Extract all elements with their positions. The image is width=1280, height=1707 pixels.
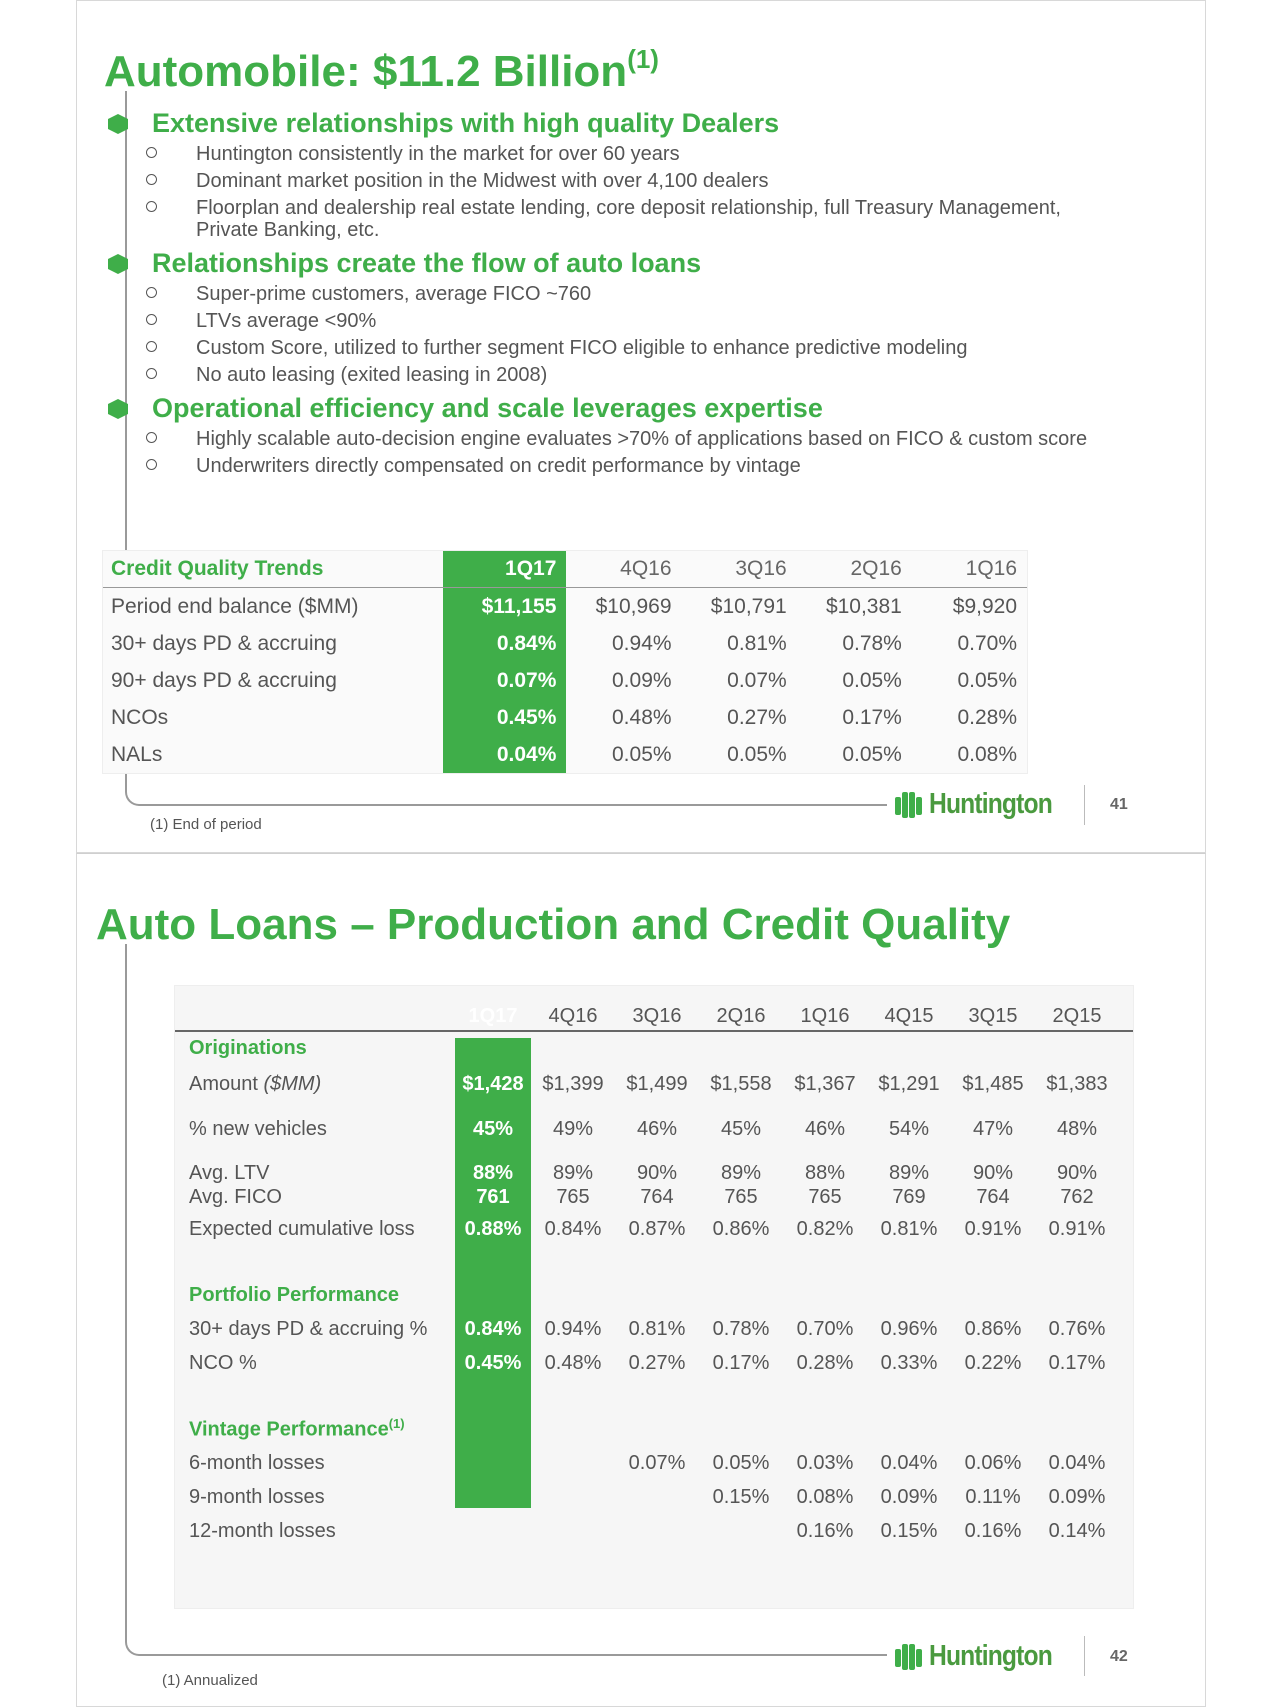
table-row — [103, 736, 1027, 773]
bullet-heading: Relationships create the flow of auto loans — [106, 246, 1106, 280]
section-heading — [175, 1034, 1133, 1062]
cell-value: 0.88% — [464, 1217, 522, 1240]
row-label-text: Amount — [189, 1072, 264, 1095]
circle-bullet-icon — [146, 147, 157, 158]
cell-value: 0.08% — [957, 742, 1018, 766]
cell-value: 762 — [1060, 1185, 1094, 1208]
table-row — [103, 662, 1027, 699]
cell-value: 49% — [552, 1117, 594, 1140]
circle-bullet-icon — [146, 459, 157, 470]
page-number: 42 — [1110, 1648, 1128, 1665]
sub-bullet — [106, 364, 1106, 386]
cell-value: 1Q17 — [468, 1004, 518, 1027]
cell-value: 54% — [888, 1117, 930, 1140]
cell-value: 0.28% — [796, 1351, 854, 1374]
logo-wordmark: Huntington — [929, 1640, 1052, 1672]
row-label-text: Avg. LTV — [189, 1161, 270, 1184]
cell-value: 0.05% — [727, 742, 787, 766]
credit-quality-table — [102, 550, 1028, 774]
cell-value: 90% — [636, 1161, 678, 1184]
cell-value: 0.17% — [712, 1351, 770, 1374]
row-label-text: NCO % — [189, 1351, 257, 1374]
row-label: 90+ days PD & accruing — [111, 668, 337, 692]
sub-bullet-text: Super-prime customers, average FICO ~760 — [196, 283, 592, 305]
sub-bullet — [106, 143, 1106, 165]
cell-value: $1,399 — [542, 1072, 604, 1095]
cell-value: 0.17% — [842, 705, 902, 729]
cell-value: 0.07% — [628, 1451, 686, 1474]
cell-value: 89% — [720, 1161, 762, 1184]
table-row — [175, 1517, 1133, 1545]
cell-value: 0.08% — [796, 1485, 854, 1508]
cell-value: 0.48% — [612, 705, 672, 729]
cell-value: 0.70% — [957, 631, 1018, 655]
row-label-text: Expected cumulative loss — [189, 1217, 415, 1240]
cell-value: 0.78% — [842, 631, 902, 655]
logo-wordmark: Huntington — [929, 788, 1052, 820]
row-label: Period end balance ($MM) — [111, 594, 359, 618]
sub-bullet-text: Underwriters directly compensated on credit performance by vintage — [196, 455, 801, 477]
circle-bullet-icon — [146, 201, 157, 212]
cell-value: 0.28% — [957, 705, 1018, 729]
cell-value: $1,485 — [962, 1072, 1024, 1095]
cell-value: 0.16% — [964, 1519, 1022, 1542]
cell-value: 0.09% — [612, 668, 672, 692]
cell-value: 2Q16 — [716, 1004, 766, 1027]
sub-bullet — [106, 170, 1106, 192]
footnote: (1) Annualized — [162, 1672, 258, 1689]
row-label-text: 12-month losses — [189, 1519, 336, 1542]
cell-value: 0.70% — [796, 1317, 854, 1340]
cell-value: 0.78% — [712, 1317, 770, 1340]
circle-bullet-icon — [146, 174, 157, 185]
cell-header: 1Q17 — [443, 551, 566, 587]
cell-value: 0.76% — [1048, 1317, 1106, 1340]
section-heading — [175, 1415, 1133, 1443]
cell-value: 0.91% — [1048, 1217, 1106, 1240]
cell-value: 46% — [804, 1117, 846, 1140]
cell-value: 0.09% — [1048, 1485, 1106, 1508]
sub-bullet-text: Huntington consistently in the market for over 60 years — [196, 143, 680, 165]
cell-value: $11,155 — [443, 588, 566, 625]
cell-value: $1,367 — [794, 1072, 856, 1095]
slide-title: Automobile: $11.2 Billion$^{(1)}$ — [104, 44, 659, 96]
auto-loans-table — [174, 985, 1134, 1609]
row-label-text: % new vehicles — [189, 1117, 327, 1140]
table-row — [103, 699, 1027, 736]
cell-value: 0.84% — [443, 625, 566, 662]
circle-bullet-icon — [146, 432, 157, 443]
cell-value: $10,381 — [825, 594, 902, 618]
hexagon-bullet-icon — [108, 399, 128, 419]
row-label-text: Portfolio Performance — [189, 1283, 400, 1306]
cell-value: $10,969 — [595, 594, 672, 618]
cell-value: 761 — [476, 1185, 510, 1208]
circle-bullet-icon — [146, 368, 157, 379]
cell-value: 0.45% — [443, 699, 566, 736]
bullet-list — [106, 104, 1106, 482]
cell-value: 0.05% — [842, 742, 902, 766]
cell-value: 765 — [556, 1185, 590, 1208]
cell-value: $1,428 — [462, 1072, 524, 1095]
section-heading — [175, 1281, 1133, 1309]
cell-value: 0.22% — [964, 1351, 1022, 1374]
cell-value: 0.05% — [957, 668, 1018, 692]
cell-value: 0.84% — [544, 1217, 602, 1240]
cell-value: $10,791 — [710, 594, 787, 618]
cell-value: $1,383 — [1046, 1072, 1108, 1095]
table-row — [175, 1115, 1133, 1143]
cell-value: 0.86% — [712, 1217, 770, 1240]
table-row — [175, 1483, 1133, 1511]
bullet-heading: Extensive relationships with high quality Dealers — [106, 106, 1106, 140]
table-row — [175, 1449, 1133, 1477]
row-label — [175, 1037, 455, 1060]
cell-value: 1Q16 — [800, 1004, 850, 1027]
sub-bullet — [106, 197, 1106, 241]
cell-value: 0.91% — [964, 1217, 1022, 1240]
table-header-row — [103, 551, 1027, 588]
table-row — [175, 1070, 1133, 1098]
row-label — [175, 1416, 455, 1442]
sub-bullet — [106, 310, 1106, 332]
row-label — [175, 1318, 455, 1341]
row-label — [175, 1486, 455, 1509]
cell-value: $9,920 — [952, 594, 1018, 618]
cell-value: 0.48% — [544, 1351, 602, 1374]
cell-value: 0.27% — [727, 705, 787, 729]
cell-value: 0.94% — [544, 1317, 602, 1340]
row-label — [175, 1118, 455, 1141]
cell-value: 765 — [808, 1185, 842, 1208]
table-row — [103, 588, 1027, 625]
cell-value: $1,558 — [710, 1072, 772, 1095]
cell-value: 0.81% — [880, 1217, 938, 1240]
cell-value: 0.84% — [464, 1317, 522, 1340]
cell-header: 3Q16 — [735, 557, 787, 580]
cell-value: 0.06% — [964, 1451, 1022, 1474]
bullet-heading: Operational efficiency and scale leverages expertise — [106, 391, 1106, 425]
cell-value: 90% — [1056, 1161, 1098, 1184]
slide-title: Auto Loans – Production and Credit Quality — [96, 900, 1011, 949]
cell-header: 1Q16 — [965, 557, 1018, 580]
cell-value: 90% — [972, 1161, 1014, 1184]
sub-bullet — [106, 337, 1106, 359]
cell-value: 48% — [1056, 1117, 1098, 1140]
circle-bullet-icon — [146, 287, 157, 298]
row-label-unit: ($MM) — [263, 1072, 322, 1095]
table-row — [175, 1315, 1133, 1343]
table-row — [103, 625, 1027, 662]
cell-value: 4Q15 — [884, 1004, 934, 1027]
table-row — [175, 1349, 1133, 1377]
cell-value: 89% — [552, 1161, 594, 1184]
cell-value: 46% — [636, 1117, 678, 1140]
cell-value: 3Q15 — [968, 1004, 1018, 1027]
row-label — [175, 1162, 455, 1185]
cell-value: 0.81% — [628, 1317, 686, 1340]
cell-value: 0.07% — [727, 668, 787, 692]
huntington-logo — [895, 788, 1074, 821]
cell-value: 764 — [640, 1185, 674, 1208]
row-label — [175, 1284, 455, 1307]
row-label — [175, 1073, 455, 1096]
cell-value: 0.04% — [880, 1451, 938, 1474]
cell-value: 0.07% — [443, 662, 566, 699]
cell-value: 0.05% — [842, 668, 902, 692]
cell-header: 2Q16 — [850, 557, 902, 580]
row-label-text: Vintage Performance — [189, 1418, 389, 1441]
cell-value: 0.17% — [1048, 1351, 1106, 1374]
row-label — [175, 1520, 455, 1543]
cell-value: $1,291 — [878, 1072, 940, 1095]
footnote: (1) End of period — [150, 816, 262, 833]
cell-value: 0.14% — [1048, 1519, 1106, 1542]
table-header-row — [175, 1002, 1133, 1032]
cell-value: 0.11% — [965, 1485, 1021, 1508]
cell-value: 764 — [976, 1185, 1010, 1208]
row-label-text: 9-month losses — [189, 1485, 325, 1508]
cell-value: 0.33% — [880, 1351, 938, 1374]
circle-bullet-icon — [146, 341, 157, 352]
cell-value: 45% — [720, 1117, 762, 1140]
row-label — [175, 1186, 455, 1209]
circle-bullet-icon — [146, 314, 157, 325]
cell-value: 0.96% — [880, 1317, 938, 1340]
cell-value: 0.82% — [796, 1217, 854, 1240]
row-label: NCOs — [111, 705, 169, 729]
cell-value: 0.15% — [712, 1485, 770, 1508]
cell-value: 0.81% — [727, 631, 787, 655]
cell-value: 47% — [972, 1117, 1014, 1140]
cell-value: 89% — [888, 1161, 930, 1184]
sub-bullet-text: Custom Score, utilized to further segment FICO eligible to enhance predictive modeling — [196, 337, 968, 359]
logo-mark-icon — [895, 791, 923, 819]
row-label: 30+ days PD & accruing — [111, 631, 337, 655]
row-label — [175, 1452, 455, 1475]
cell-value: 765 — [724, 1185, 758, 1208]
sub-bullet-text: No auto leasing (exited leasing in 2008) — [196, 364, 548, 386]
row-label-text: 30+ days PD & accruing % — [189, 1317, 428, 1340]
sub-bullet-text: Floorplan and dealership real estate lending, core deposit relationship, full Treasury Management, Private Banking, etc. — [196, 197, 1061, 241]
cell-value: 0.05% — [712, 1451, 770, 1474]
cell-value: 0.15% — [880, 1519, 938, 1542]
cell-value: 88% — [804, 1161, 846, 1184]
page-divider — [1084, 785, 1085, 825]
table-row — [175, 1215, 1133, 1243]
row-label: Credit Quality Trends — [111, 557, 324, 580]
cell-value: 0.03% — [796, 1451, 854, 1474]
sub-bullet — [106, 428, 1106, 450]
cell-value: 0.86% — [964, 1317, 1022, 1340]
cell-value: 3Q16 — [632, 1004, 682, 1027]
cell-value: 0.16% — [796, 1519, 854, 1542]
row-label — [175, 1218, 455, 1241]
cell-value: 769 — [892, 1185, 926, 1208]
sub-bullet — [106, 283, 1106, 305]
sub-bullet — [106, 455, 1106, 477]
row-label: NALs — [111, 742, 163, 766]
cell-value: 0.45% — [464, 1351, 522, 1374]
row-label — [175, 1352, 455, 1375]
cell-value: 0.94% — [612, 631, 672, 655]
cell-value: 88% — [472, 1161, 514, 1184]
hexagon-bullet-icon — [108, 254, 128, 274]
logo-mark-icon — [895, 1643, 923, 1671]
cell-value: $1,499 — [626, 1072, 688, 1095]
cell-value: 45% — [472, 1117, 514, 1140]
cell-header: 4Q16 — [620, 557, 672, 580]
sub-bullet-text: Dominant market position in the Midwest with over 4,100 dealers — [196, 170, 769, 192]
cell-value: 2Q15 — [1052, 1004, 1102, 1027]
cell-value: 0.04% — [1048, 1451, 1106, 1474]
cell-value: 0.87% — [628, 1217, 686, 1240]
cell-value: 0.05% — [612, 742, 672, 766]
cell-value: 0.09% — [880, 1485, 938, 1508]
page-number: 41 — [1110, 796, 1128, 813]
page-divider — [1084, 1636, 1085, 1676]
footnote-ref: (1) — [388, 1416, 405, 1432]
cell-value: 4Q16 — [548, 1004, 598, 1027]
row-label-text: 6-month losses — [189, 1451, 325, 1474]
cell-value: 0.04% — [443, 736, 566, 773]
row-label-text: Originations — [189, 1036, 307, 1059]
huntington-logo — [895, 1640, 1074, 1673]
sub-bullet-text: LTVs average <90% — [196, 310, 377, 332]
sub-bullet-text: Highly scalable auto-decision engine evaluates >70% of applications based on FICO & custom score — [196, 428, 1088, 450]
hexagon-bullet-icon — [108, 114, 128, 134]
table-row — [175, 1183, 1133, 1211]
cell-value: 0.27% — [628, 1351, 686, 1374]
row-label-text: Avg. FICO — [189, 1185, 282, 1208]
